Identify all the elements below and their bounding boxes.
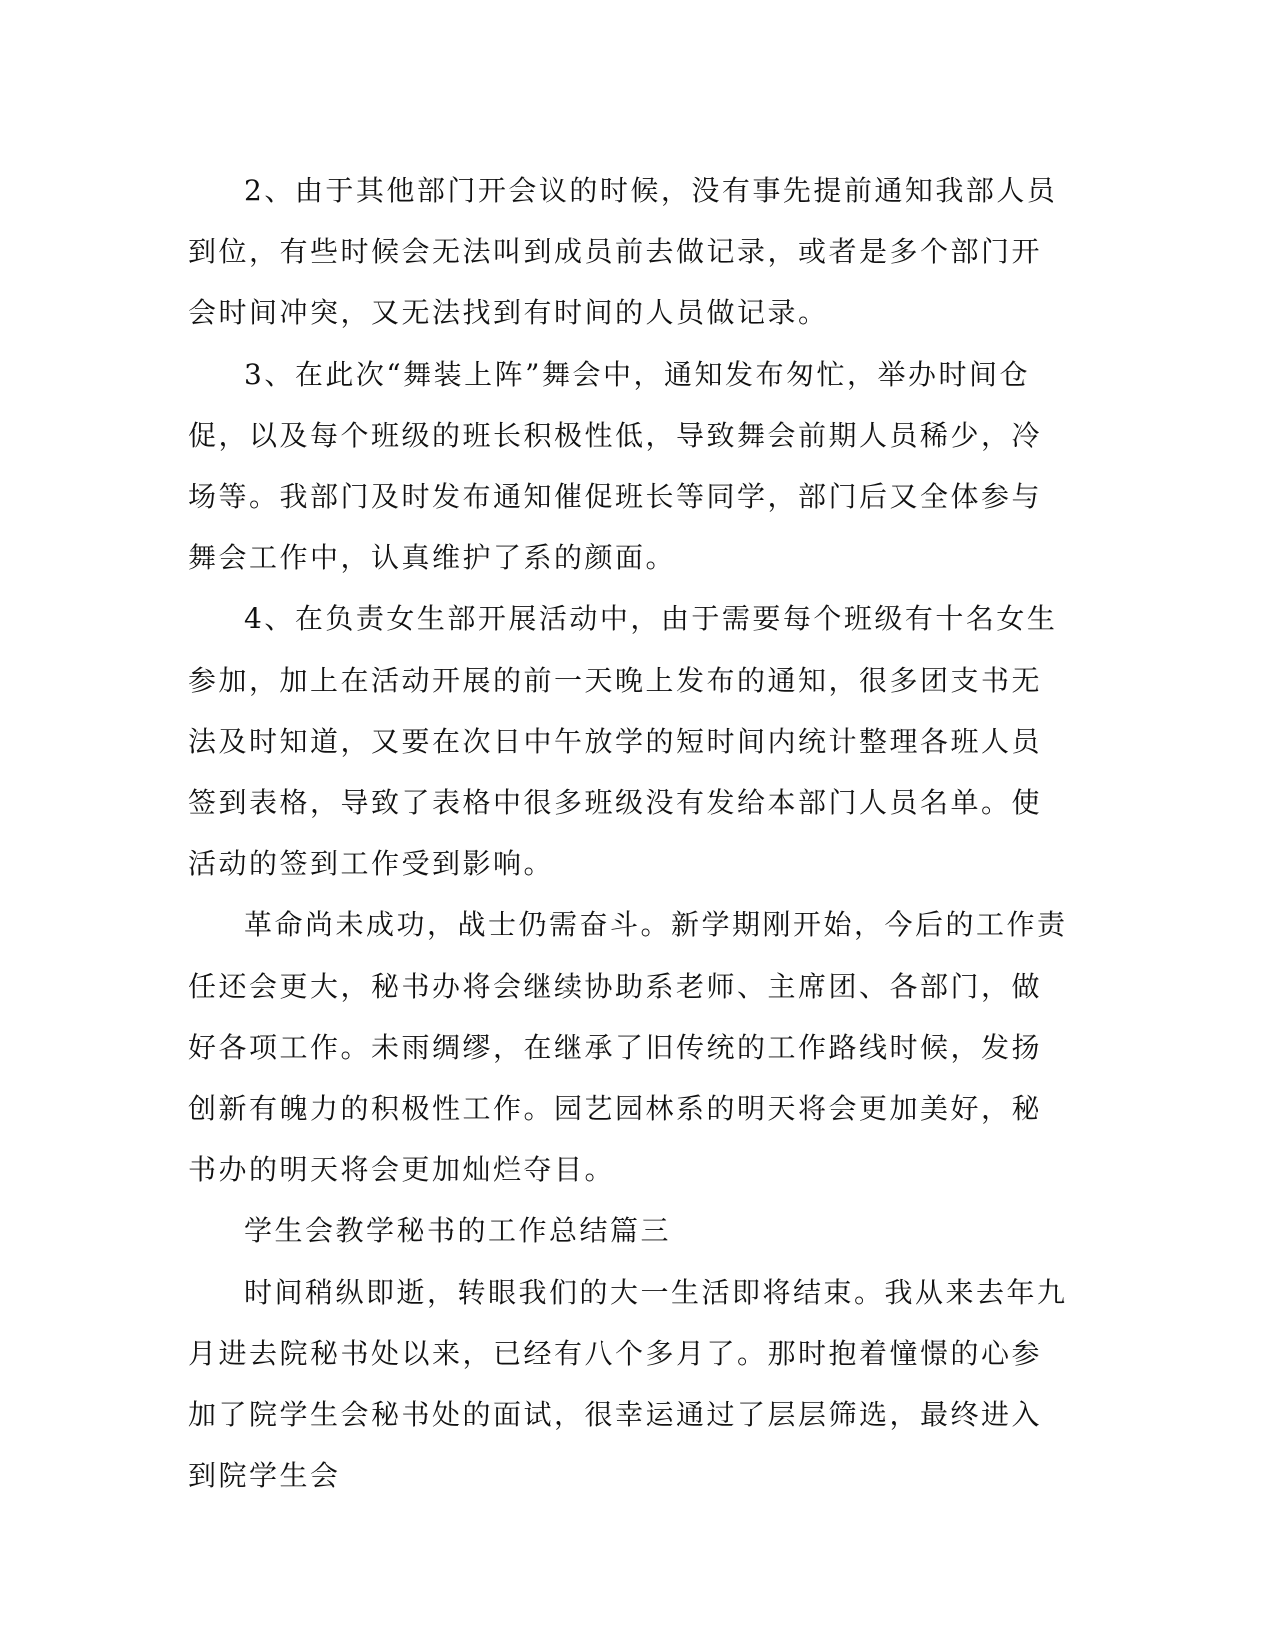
- paragraph-section-three-intro: 时间稍纵即逝，转眼我们的大一生活即将结束。我从来去年九月进去院秘书处以来，已经有八个多月了。那时抱着憧憬的心参加了院学生会秘书处的面试，很幸运通过了层层筛选，最终进入到院学生会: [188, 1275, 1068, 1493]
- paragraph-point-4: 4、在负责女生部开展活动中，由于需要每个班级有十名女生参加，加上在活动开展的前一天晚上发布的通知，很多团支书无法及时知道，又要在次日中午放学的短时间内统计整理各班人员签到表格，导致了表格中很多班级没有发给本部门人员名单。使活动的签到工作受到影响。: [188, 602, 1058, 881]
- paragraph-point-3: 3、在此次“舞装上阵”舞会中，通知发布匆忙，举办时间仓促，以及每个班级的班长积极性低，导致舞会前期人员稀少，冷场等。我部门及时发布通知催促班长等同学，部门后又全体参与舞会工作中，认真维护了系的颜面。: [188, 357, 1043, 575]
- paragraph-point-2: 2、由于其他部门开会议的时候，没有事先提前通知我部人员到位，有些时候会无法叫到成员前去做记录，或者是多个部门开会时间冲突，又无法找到有时间的人员做记录。: [188, 174, 1058, 330]
- section-title: 学生会教学秘书的工作总结篇三: [244, 1214, 672, 1248]
- document-body: [188, 160, 1068, 1506]
- paragraph-outlook: 革命尚未成功，战士仍需奋斗。新学期刚开始，今后的工作责任还会更大，秘书办将会继续协助系老师、主席团、各部门，做好各项工作。未雨绸缪，在继承了旧传统的工作路线时候，发扬创新有魄力的积极性工作。园艺园林系的明天将会更加美好，秘书办的明天将会更加灿烂夺目。: [188, 908, 1068, 1187]
